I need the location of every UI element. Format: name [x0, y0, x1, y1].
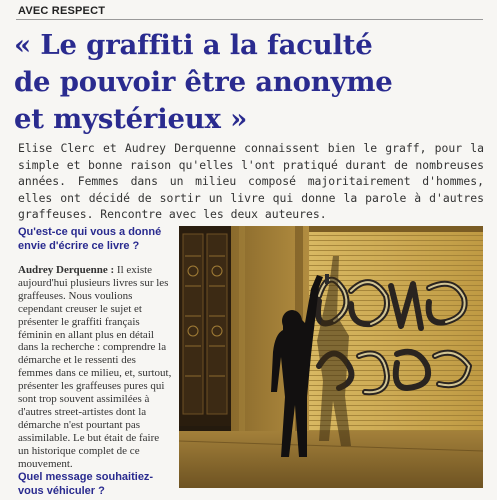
header-rule: [16, 19, 483, 20]
question-2: Quel message souhaitiez-vous véhiculer ?: [18, 471, 154, 497]
headline-line-2: de pouvoir être anonyme: [14, 66, 393, 98]
headline-line-3: et mystérieux »: [14, 103, 248, 135]
answer-1: [18, 264, 172, 471]
article-intro: Elise Clerc et Audrey Derquenne connaissent bien le graff, pour la simple et bonne raison qu'elles l'ont pratiqué durant de nombreuses années. Femmes dans un milieu composé majoritairement d'hommes, elles ont décidé de sortir un livre qui donne la parole à d'autres graffeuses. Rencontre avec les deux auteures.: [18, 141, 484, 221]
graffiti-photo: [179, 226, 483, 488]
answer-text: Il existe aujourd'hui plusieurs livres sur les graffeuses. Nous voulions cependant creuser le sujet et présenter le graffiti français féminin en allant plus en détail dans la recherche : comprendre la démarche et le ressenti des femmes dans ce milieu, et, surtout, présenter les graffeuses pures qui sont trop souvent assimilées à d'autres street-artistes dont la démarche n'est pourtant pas assimilable. Le but était de faire un historique complet de ce mouvement.: [18, 264, 172, 470]
question-1: Qu'est-ce qui vous a donné envie d'écrire ce livre ?: [18, 226, 162, 252]
section-rubric: AVEC RESPECT: [18, 5, 106, 17]
article-headline: [14, 27, 484, 138]
sidewalk: [179, 431, 483, 488]
headline-line-1: « Le graffiti a la faculté: [14, 29, 373, 61]
answer-speaker: Audrey Derquenne :: [18, 264, 115, 276]
building-doors: [179, 226, 231, 426]
